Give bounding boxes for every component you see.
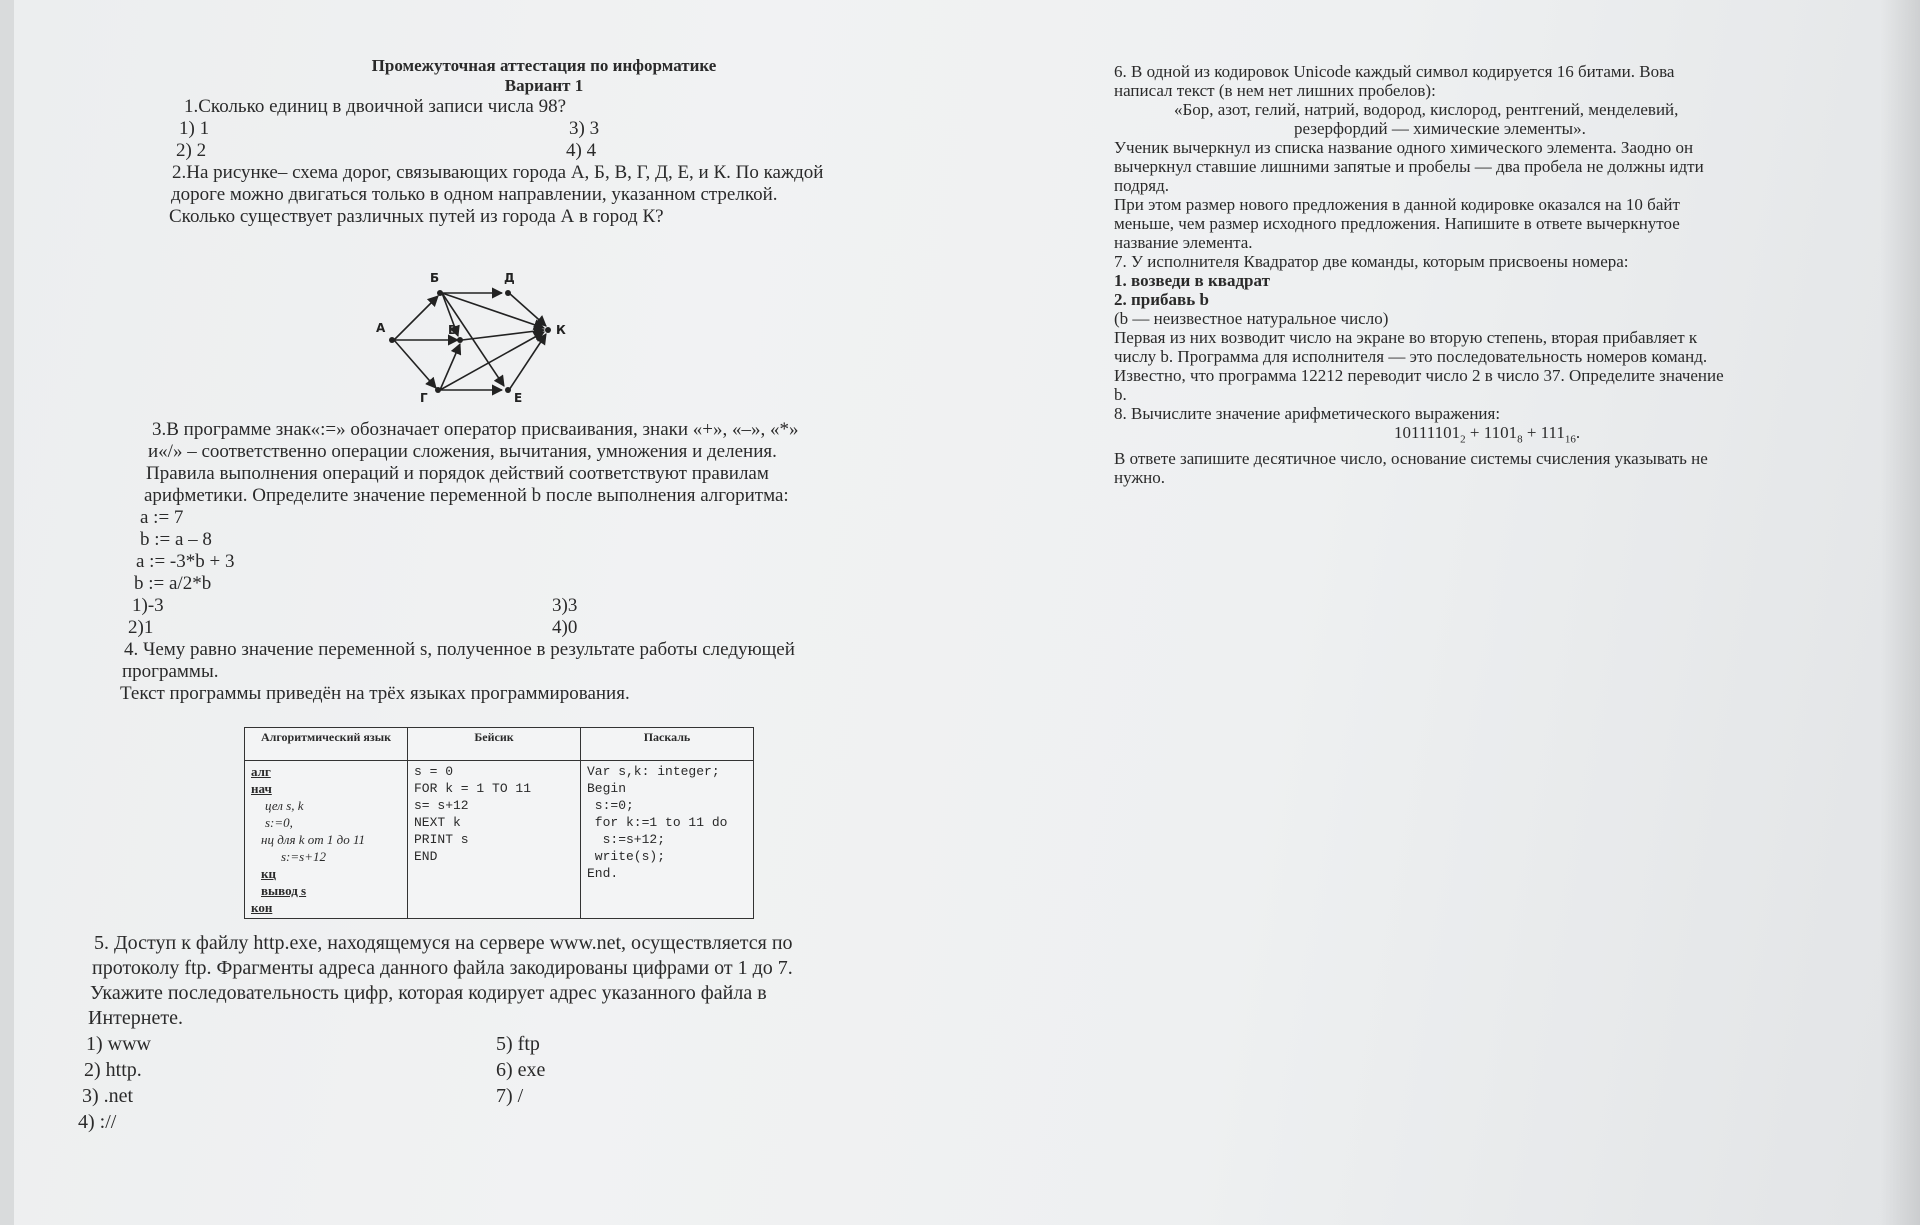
q1-answer-4: 4) 4 xyxy=(566,140,597,161)
q3-line2: и«/» – соответственно операции сложения, вычитания, умножения и деления. xyxy=(148,441,777,462)
label-k: К xyxy=(556,323,566,337)
road-graph xyxy=(374,268,634,408)
q5-option-4: 4) :// xyxy=(78,1111,117,1133)
q7-line6: b. xyxy=(1114,385,1127,404)
q5-line1: 5. Доступ к файлу http.exe, находящемуся на сервере www.net, осуществляется по xyxy=(94,932,793,954)
q8-line1: 8. Вычислите значение арифметического выражения: xyxy=(1114,404,1501,423)
q6-line4: резерфордий — химические элементы». xyxy=(1294,119,1586,138)
right-column xyxy=(1114,62,1874,487)
q3-answer-3: 3)3 xyxy=(552,595,578,616)
q5-option-2: 2) http. xyxy=(84,1059,142,1081)
q1-answer-3: 3) 3 xyxy=(569,118,600,139)
edge-e-k xyxy=(509,334,546,390)
q1-answer-1: 1) 1 xyxy=(179,118,210,139)
left-column xyxy=(78,56,924,1135)
q5-option-7: 7) / xyxy=(496,1085,524,1107)
q3-line1: 3.В программе знак«:=» обозначает оператор присваивания, знаки «+», «–», «*» xyxy=(152,419,799,440)
q7-line1: 7. У исполнителя Квадратор две команды, которым присвоены номера: xyxy=(1114,252,1629,271)
variant-title: Вариант 1 xyxy=(504,76,584,95)
basic-code-cell: s = 0 FOR k = 1 TO 11 s= s+12 NEXT k PRINT s END xyxy=(408,761,581,919)
q8-line3: нужно. xyxy=(1114,468,1165,488)
q5-line3: Укажите последовательность цифр, которая кодирует адрес указанного файла в xyxy=(90,982,767,1004)
node-k xyxy=(545,327,551,333)
q5-line2: протоколу ftp. Фрагменты адреса данного файла закодированы цифрами от 1 до 7. xyxy=(92,957,793,979)
edge-a-g xyxy=(394,340,436,388)
q5-option-6: 6) exe xyxy=(496,1059,546,1081)
paper-sheet xyxy=(14,0,1920,1225)
header-pascal: Паскаль xyxy=(581,728,754,761)
node-b xyxy=(437,290,443,296)
header-algorithmic: Алгоритмический язык xyxy=(245,728,408,761)
q7-line4: числу b. Программа для исполнителя — это последовательность номеров команд. xyxy=(1114,347,1708,366)
q5-option-5: 5) ftp xyxy=(496,1033,540,1055)
q4-line1: 4. Чему равно значение переменной s, полученное в результате работы следующей xyxy=(124,639,795,660)
q3-code1: a := 7 xyxy=(140,507,184,528)
q3-code4: b := a/2*b xyxy=(134,573,212,594)
edge-g-v xyxy=(440,344,460,390)
q6-line3: «Бор, азот, гелий, натрий, водород, кислород, рентгений, менделевий, xyxy=(1174,100,1679,119)
q3-code3: a := -3*b + 3 xyxy=(136,551,235,572)
q6-line1: 6. В одной из кодировок Unicode каждый символ кодируется 16 битами. Вова xyxy=(1114,62,1675,81)
label-a: А xyxy=(376,321,386,335)
q6-line2: написал текст (в нем нет лишних пробелов): xyxy=(1114,81,1436,100)
q3-line3: Правила выполнения операций и порядок действий соответствуют правилам xyxy=(146,463,769,484)
q7-line5: Известно, что программа 12212 переводит число 2 в число 37. Определите значение xyxy=(1114,366,1724,385)
q4-line2: программы. xyxy=(122,661,219,682)
q8-line2: В ответе запишите десятичное число, основание системы счисления указывать не xyxy=(1114,449,1708,469)
q1-answer-2: 2) 2 xyxy=(176,140,207,161)
q3-line4: арифметики. Определите значение переменной b после выполнения алгоритма: xyxy=(144,485,789,506)
q4-line3: Текст программы приведён на трёх языках программирования. xyxy=(120,683,630,704)
node-g xyxy=(435,387,441,393)
q3-answer-4: 4)0 xyxy=(552,617,578,638)
page-shadow xyxy=(1880,0,1920,1225)
label-d: Д xyxy=(504,271,515,285)
q2-line1: 2.На рисунке– схема дорог, связывающих города А, Б, В, Г, Д, Е, и К. По каждой xyxy=(172,162,824,183)
q7-command-1: 1. возведи в квадрат xyxy=(1114,271,1270,290)
q7-command-2: 2. прибавь b xyxy=(1114,290,1209,309)
q3-answer-1: 1)-3 xyxy=(132,595,164,616)
q1-text: 1.Сколько единиц в двоичной записи числа 98? xyxy=(184,96,567,117)
q6-line9: меньше, чем размер исходного предложения. Напишите в ответе вычеркнутое xyxy=(1114,214,1680,233)
q7-line3: Первая из них возводит число на экране во вторую степень, вторая прибавляет к xyxy=(1114,328,1698,347)
node-d xyxy=(505,290,511,296)
q3-answer-2: 2)1 xyxy=(128,617,154,638)
pascal-code-cell: Var s,k: integer; Begin s:=0; for k:=1 to 11 do s:=s+12; write(s); End. xyxy=(581,761,754,919)
node-v xyxy=(457,337,463,343)
q6-line5: Ученик вычеркнул из списка название одного химического элемента. Заодно он xyxy=(1114,138,1694,157)
page-title: Промежуточная аттестация по информатике xyxy=(371,56,717,75)
q5-option-1: 1) www xyxy=(86,1033,151,1055)
label-v: В xyxy=(448,323,458,337)
node-e xyxy=(505,387,511,393)
label-b: Б xyxy=(430,271,440,285)
edge-a-b xyxy=(394,296,438,340)
q7-line2: (b — неизвестное натуральное число) xyxy=(1114,309,1389,328)
edge-d-k xyxy=(509,293,546,326)
label-e: Е xyxy=(514,391,523,405)
q6-line10: название элемента. xyxy=(1114,233,1253,252)
q2-line2: дороге можно двигаться только в одном направлении, указанном стрелкой. xyxy=(171,184,778,205)
label-g: Г xyxy=(420,391,428,405)
q6-line6: вычеркнул ставшие лишними запятые и пробелы — два пробела не должны идти xyxy=(1114,157,1704,176)
q8-expression: $10111101_2 + 1101_8 + 111_{16}$. xyxy=(1394,423,1581,446)
q5-option-3: 3) .net xyxy=(82,1085,134,1107)
q5-line4: Интернете. xyxy=(88,1007,183,1029)
header-basic: Бейсик xyxy=(408,728,581,761)
q2-line3: Сколько существует различных путей из города А в город К? xyxy=(169,206,664,227)
q6-line8: При этом размер нового предложения в данной кодировке оказался на 10 байт xyxy=(1114,195,1680,214)
q6-line7: подряд. xyxy=(1114,176,1169,195)
alg-code-cell: алг нач цел s, k s:=0, нц для k от 1 до 11 s:=s+12 кц вывод s кон xyxy=(245,761,408,919)
program-table xyxy=(244,727,754,919)
q3-code2: b := a – 8 xyxy=(140,529,212,550)
node-a xyxy=(389,337,395,343)
